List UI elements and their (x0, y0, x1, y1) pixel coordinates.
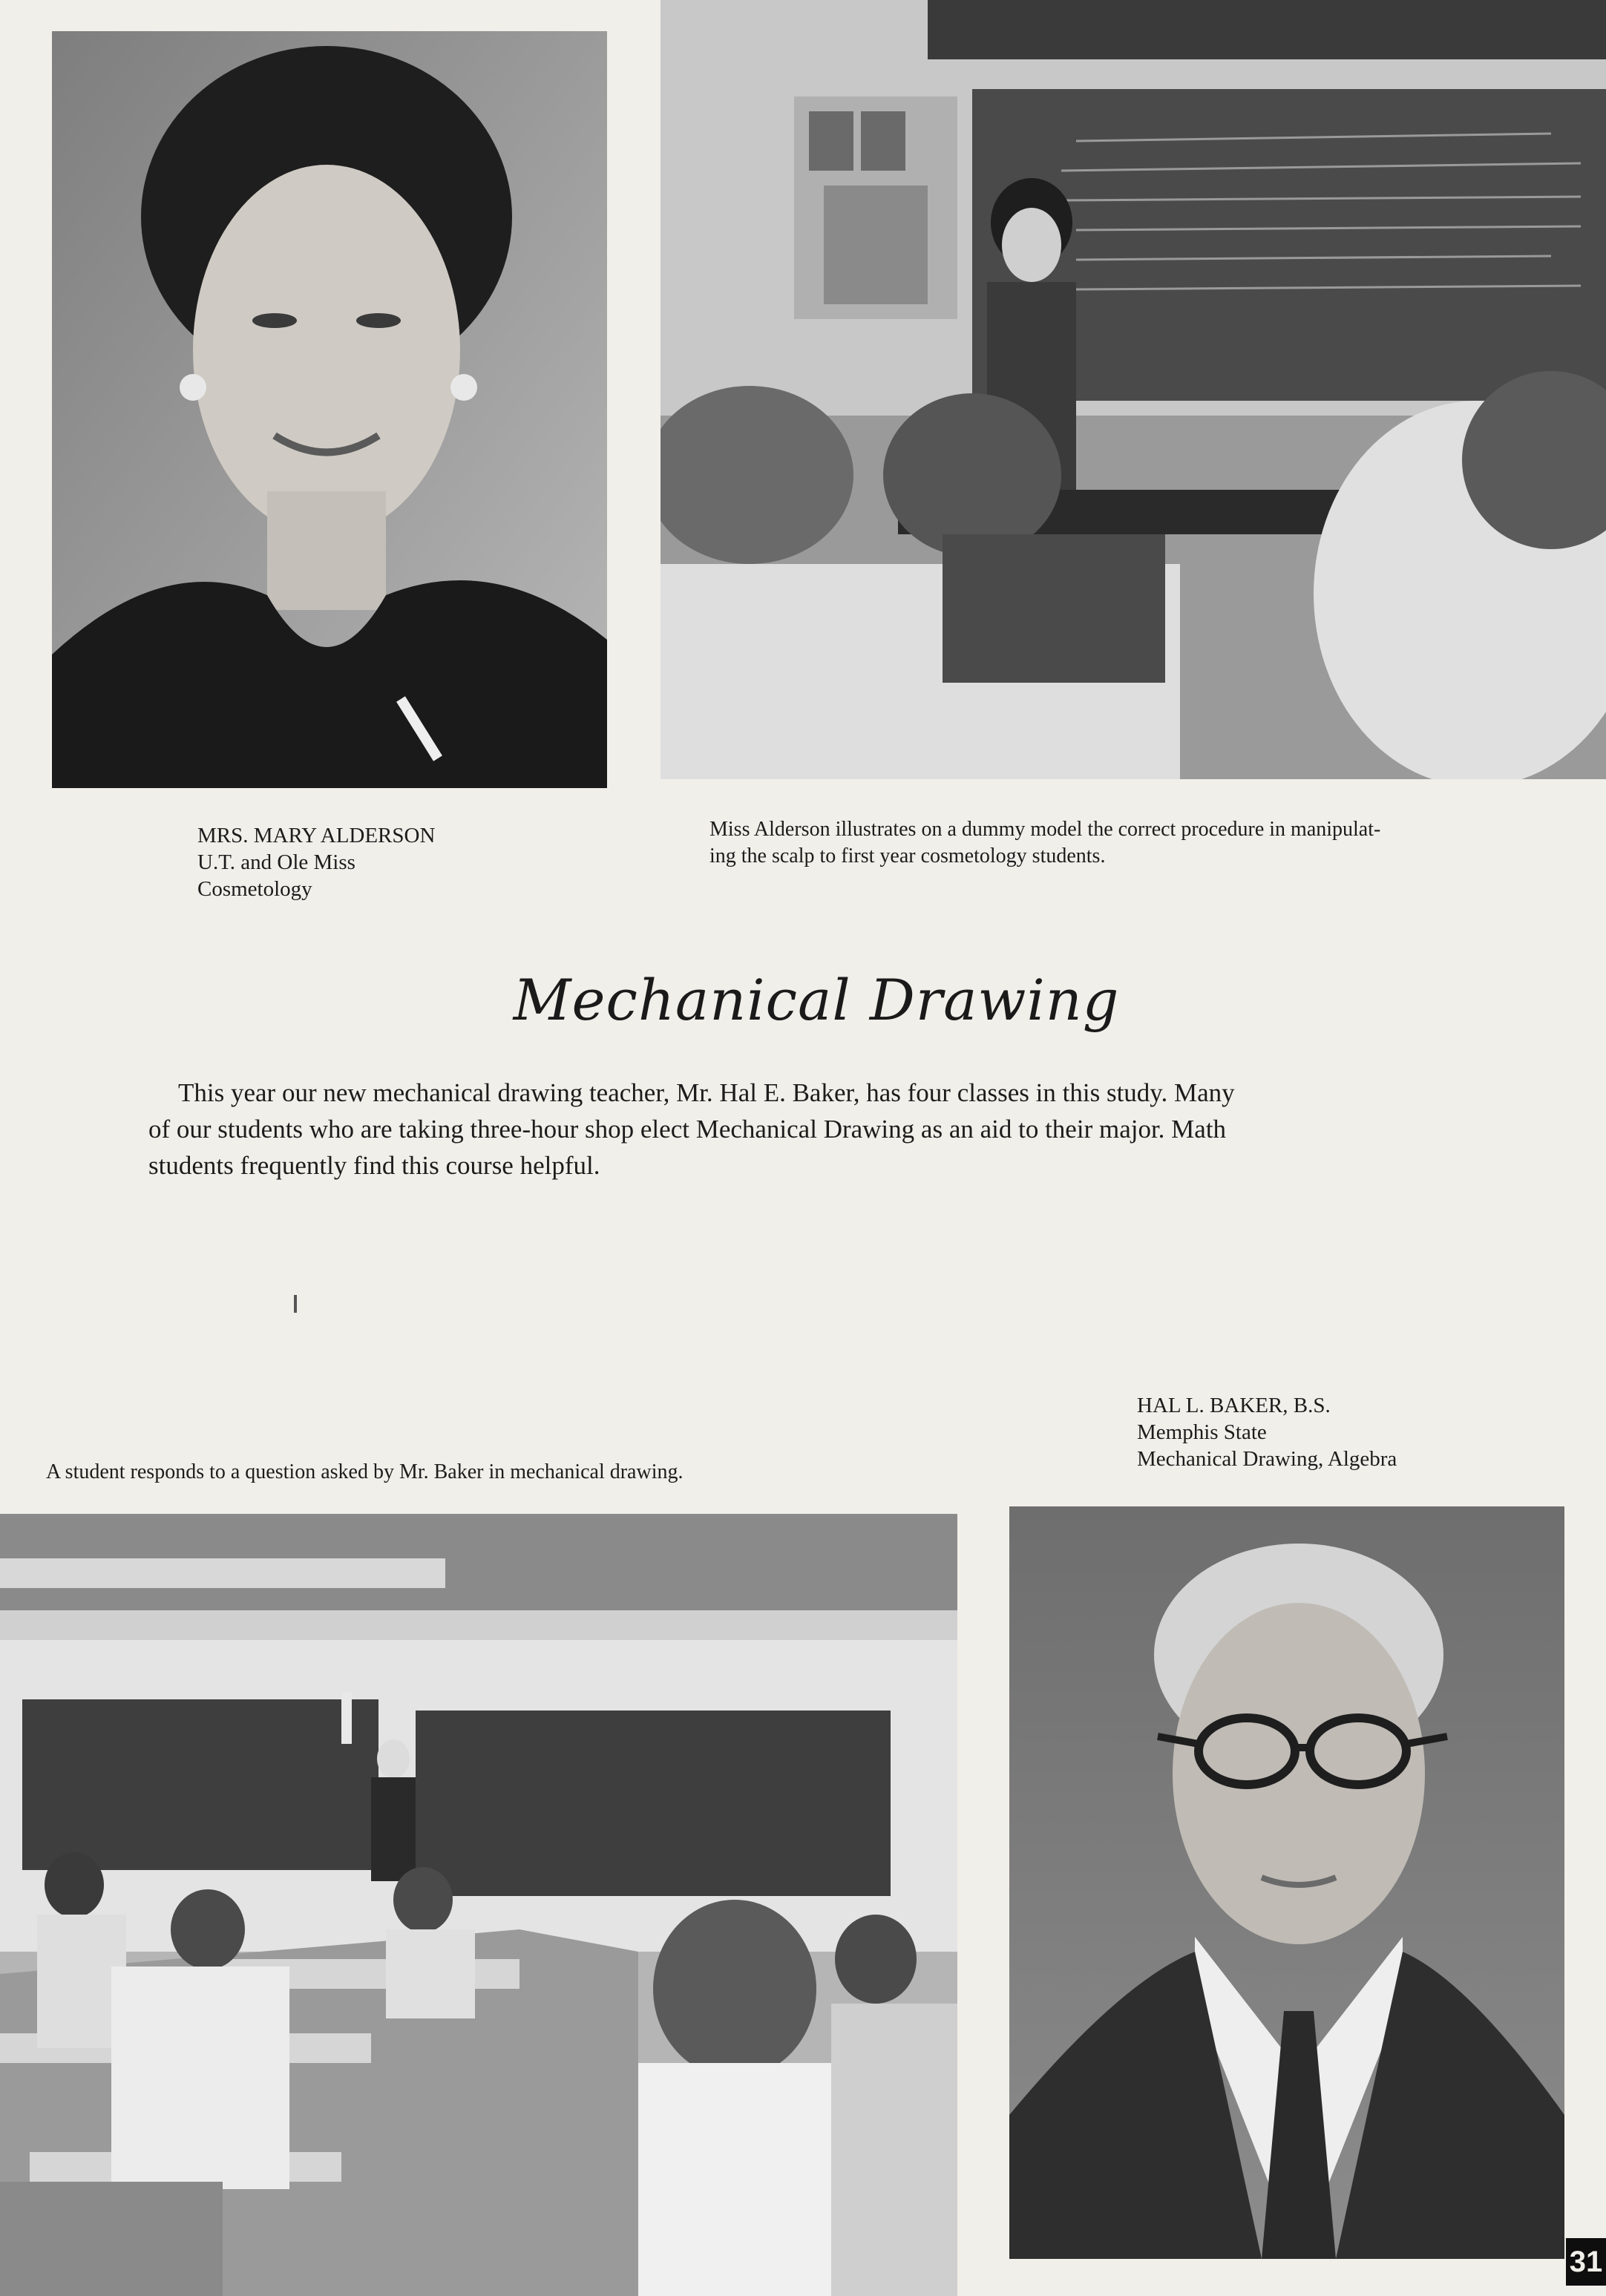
baker-education: Memphis State (1137, 1420, 1267, 1444)
drawing-caption-text: A student responds to a question asked by Mr. Baker in mechanical drawing. (46, 1460, 684, 1483)
page-number: 31 (1566, 2238, 1606, 2286)
body-line-1: This year our new mechanical drawing teacher, Mr. Hal E. Baker, has four classes in this study. Many (178, 1078, 1235, 1107)
cosmetology-classroom-photo (661, 0, 1606, 779)
body-paragraph (148, 1075, 1484, 1184)
drawing-photo-caption (46, 1459, 683, 1486)
alderson-education: U.T. and Ole Miss (197, 850, 355, 874)
baker-subject: Mechanical Drawing, Algebra (1137, 1447, 1397, 1471)
drawing-classroom-photo (0, 1514, 957, 2296)
body-line-3: students frequently find this course helpful. (148, 1151, 600, 1180)
section-title: Mechanical Drawing (513, 967, 1120, 1033)
alderson-caption (197, 822, 435, 902)
alderson-name: MRS. MARY ALDERSON (197, 824, 436, 847)
body-line-2: of our students who are taking three-hour shop elect Mechanical Drawing as an aid to their major. Math (148, 1115, 1227, 1144)
baker-caption (1137, 1392, 1397, 1472)
cosmetology-caption-line-2: ing the scalp to first year cosmetology students. (709, 844, 1106, 867)
cosmetology-photo-caption (709, 816, 1380, 870)
alderson-subject: Cosmetology (197, 877, 312, 901)
portrait-alderson-photo (52, 31, 607, 788)
cosmetology-caption-line-1: Miss Alderson illustrates on a dummy model the correct procedure in manipulat- (709, 818, 1381, 841)
baker-name: HAL L. BAKER, B.S. (1137, 1394, 1331, 1417)
portrait-baker-photo (1009, 1506, 1564, 2259)
stray-mark (294, 1295, 297, 1313)
